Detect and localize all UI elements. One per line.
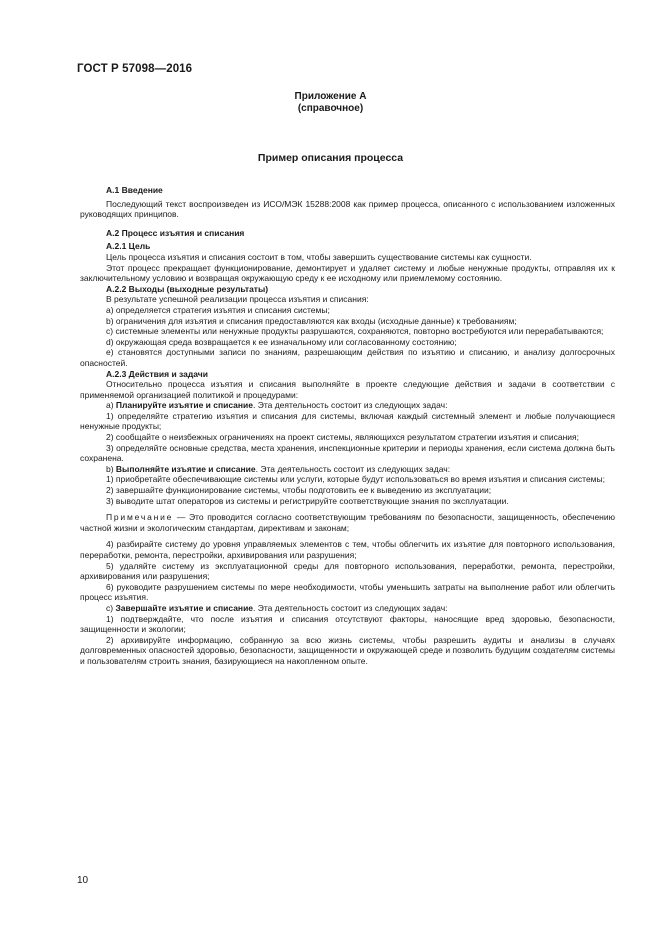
page-title: Пример описания процесса [257, 152, 404, 164]
list-item: 3) определяйте основные средства, места хранения, инспекционные критерии и периоды хранения, если система должна быть сохранена. [80, 442, 615, 464]
list-marker: b) [106, 463, 116, 474]
activity-text: . Эта деятельность состоит из следующих задач: [253, 400, 448, 411]
note [80, 512, 615, 533]
section-a22-title: А.2.2 Выходы (выходные результаты) [106, 283, 269, 294]
list-item: а) определяется стратегия изъятия и списания системы; [106, 304, 330, 315]
list-item: 1) подтверждайте, что после изъятия и списания отсутствуют факторы, наносящие вред здоровью, безопасности, защищенности и экологии; [80, 613, 615, 635]
list-item: d) окружающая среда возвращается к ее изначальному или согласованному состоянию; [106, 336, 457, 347]
activity-a [80, 400, 615, 411]
list-item: 4) разбирайте систему до уровня управляемых элементов с тем, чтобы облегчить их изъятие для повторного использования, переработки, ремонта, перестройки, архивирования или разрушения; [80, 539, 615, 560]
list-marker: а) [106, 400, 116, 411]
paragraph: Последующий текст воспроизведен из ИСО/МЭК 15288:2008 как пример процесса, описанного с использованием изложенных руководящих принципов. [80, 198, 615, 220]
document-body [80, 185, 615, 667]
section-a21-title: А.2.1 Цель [106, 241, 151, 252]
activity-text: . Эта деятельность состоит из следующих задач: [255, 463, 451, 474]
note-text: — Это проводится согласно соответствующим требованиям по безопасности, защищенность, обеспечению частной жизни и экологическим стандартам, директивам и законам; [80, 512, 615, 533]
list-item: b) ограничения для изъятия и списания предоставляются как входы (исходные данные) к требованиям; [106, 315, 517, 326]
list-item: е) становятся доступными записи по знаниям, разрешающим действия по изъятию и списанию, и анализу долгосрочных опасностей. [80, 347, 615, 368]
activity-title: Выполняйте изъятие и списание [115, 463, 256, 474]
list-item: с) системные элементы или ненужные продукты разрушаются, сохраняются, повторно востребуются или перерабатываются; [106, 326, 604, 337]
activity-c [80, 603, 615, 614]
list-item: 6) руководите разрушением системы по мере необходимости, чтобы уменьшить затраты на выполнение работ или облегчить процесс изъятия. [80, 581, 615, 603]
document-header: ГОСТ Р 57098—2016 [77, 63, 193, 75]
activity-title: Планируйте изъятие и списание [115, 400, 253, 411]
list-item: 5) удаляйте систему из эксплуатационной среды для повторного использования, переработки, ремонта, перестройки, архивирования или разрушения; [80, 560, 615, 582]
list-item: 1) определяйте стратегию изъятия и списания для системы, включая каждый системный элемент и любые получающиеся ненужные продукты; [80, 410, 615, 432]
paragraph: В результате успешной реализации процесса изъятия и списания: [106, 294, 369, 305]
activity-text: . Эта деятельность состоит из следующих задач: [253, 602, 448, 613]
note-label: Примечание [106, 512, 174, 523]
list-marker: с) [106, 602, 116, 613]
section-a2-title: А.2 Процесс изъятия и списания [106, 227, 245, 238]
list-item: 2) завершайте функционирование системы, чтобы подготовить ее к выведению из эксплуатации; [106, 485, 492, 496]
section-a23-title: А.2.3 Действия и задачи [106, 368, 208, 379]
annex-subtitle: (справочное) [297, 103, 364, 114]
list-item: 3) выводите штат операторов из системы и регистрируйте соответствующие знания по эксплуатации. [106, 495, 509, 506]
activity-b [80, 464, 615, 475]
list-item: 2) архивируйте информацию, собранную за всю жизнь системы, чтобы разрешить аудиты и анализы в случаях долговременных опасностей здоровью, безопасности, защищенности и окружающей среде и позволить будущим создателям системы и пользователям строить знания, базирующиеся на накопленном опыте. [80, 634, 615, 666]
list-item: 1) приобретайте обеспечивающие системы или услуги, которые будут использоваться во время изъятия и списания системы; [106, 474, 605, 485]
paragraph: Этот процесс прекращает функционирование, демонтирует и удаляет систему и любые ненужные продукты, отправляя их к заключительному условию и возвращая окружающую среду к ее исходному или приемлемому состоянию. [80, 262, 615, 284]
paragraph: Относительно процесса изъятия и списания выполняйте в проекте следующие действия и задачи в соответствии с применяемой организацией политикой и процедурами: [80, 379, 615, 400]
paragraph: Цель процесса изъятия и списания состоит в том, чтобы завершить существование системы как сущности. [106, 251, 532, 262]
list-item: 2) сообщайте о неизбежных ограничениях на проект системы, являющихся результатом стратегии изъятия и списания; [106, 432, 579, 443]
page-number: 10 [77, 875, 89, 886]
activity-title: Завершайте изъятие и списание [115, 602, 254, 613]
annex-title: Приложение А [294, 91, 367, 102]
section-a1-title: А.1 Введение [106, 185, 163, 195]
annex-heading [0, 91, 661, 115]
